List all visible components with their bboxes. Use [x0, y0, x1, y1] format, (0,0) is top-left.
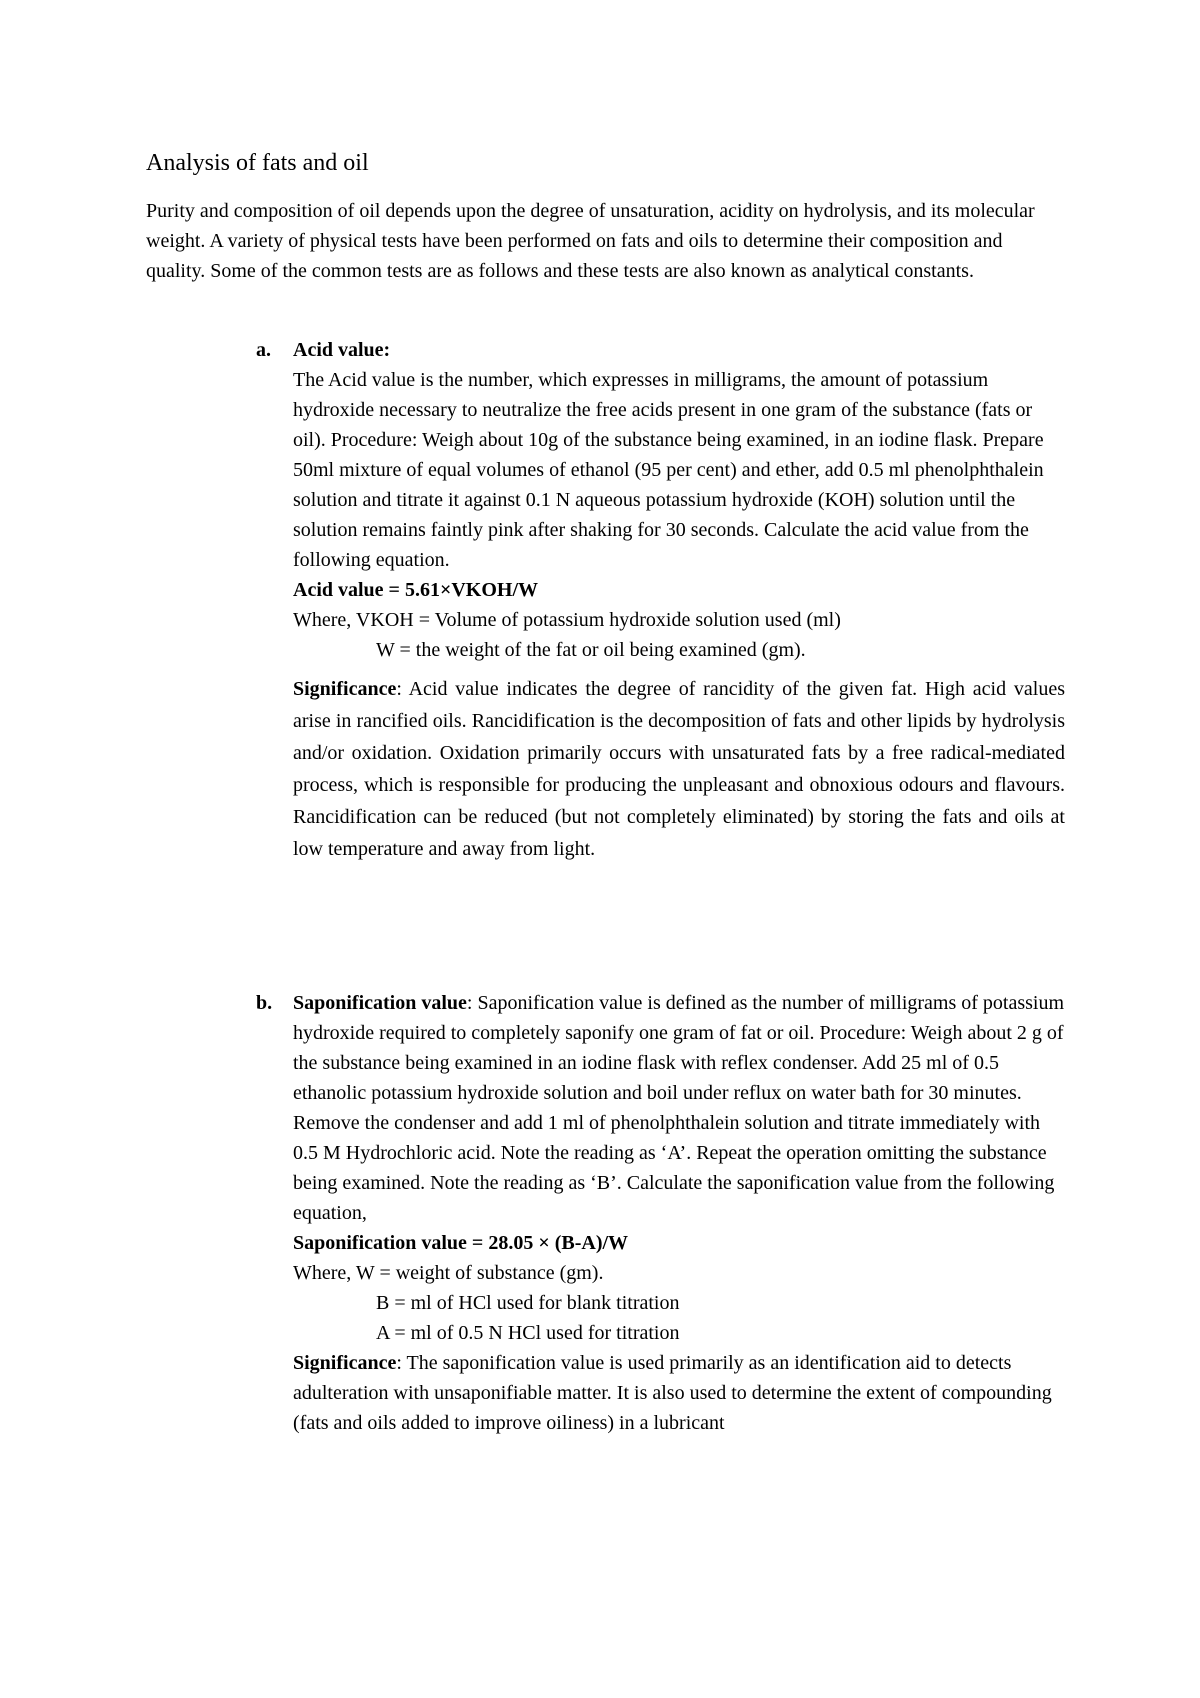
saponification-where-3: A = ml of 0.5 N HCl used for titration	[376, 1322, 680, 1344]
intro-paragraph: Purity and composition of oil depends upon the degree of unsaturation, acidity on hydrolysis, and its molecular weight. A variety of physical tests have been performed on fats and oils to determine their composition and quality. Some of the common tests are as follows and these tests are also known as analytical constants.	[146, 200, 1035, 282]
saponification-value-significance	[293, 1348, 1065, 1438]
acid-significance-text: : Acid value indicates the degree of rancidity of the given fat. High acid values arise in rancified oils. Rancidification is the decomposition of fats and other lipids by hydrolysis and/or oxidation. Oxidation primarily occurs with unsaturated fats by a free radical-mediated process, which is responsible for producing the unpleasant and obnoxious odours and flavours. Rancidification can be reduced (but not completely eliminated) by storing the fats and oils at low temperature and away from light.	[293, 678, 1065, 860]
acid-value-heading: Acid value:	[293, 339, 391, 361]
sap-significance-label: Significance	[293, 1352, 397, 1374]
acid-value-where-2: W = the weight of the fat or oil being examined (gm).	[376, 639, 806, 661]
saponification-value-section	[293, 988, 1065, 1438]
saponification-description-text: : Saponification value is defined as the number of milligrams of potassium hydroxide required to completely saponify one gram of fat or oil. Procedure: Weigh about 2 g of the substance being examined in an iodine flask with reflex condenser. Add 25 ml of 0.5 ethanolic potassium hydroxide solution and boil under reflux on water bath for 30 minutes. Remove the condenser and add 1 ml of phenolphthalein solution and titrate immediately with 0.5 M Hydrochloric acid. Note the reading as ‘A’. Repeat the operation omitting the substance being examined. Note the reading as ‘B’. Calculate the saponification value from the following equation,	[293, 992, 1065, 1224]
acid-value-description: The Acid value is the number, which expresses in milligrams, the amount of potassium hydroxide necessary to neutralize the free acids present in one gram of the substance (fats or oil). Procedure: Weigh about 10g of the substance being examined, in an iodine flask. Prepare 50ml mixture of equal volumes of ethanol (95 per cent) and ether, add 0.5 ml phenolphthalein solution and titrate it against 0.1 N aqueous potassium hydroxide (KOH) solution until the solution remains faintly pink after shaking for 30 seconds. Calculate the acid value from the following equation.	[293, 369, 1044, 571]
sap-significance-text: : The saponification value is used primarily as an identification aid to detects adulteration with unsaponifiable matter. It is also used to determine the extent of compounding (fats and oils added to improve oiliness) in a lubricant	[293, 1352, 1052, 1434]
acid-significance-label: Significance	[293, 678, 397, 700]
saponification-value-heading: Saponification value	[293, 992, 467, 1014]
document-title: Analysis of fats and oil	[146, 150, 369, 176]
acid-value-section	[293, 335, 1065, 865]
saponification-where-1: Where, W = weight of substance (gm).	[293, 1262, 604, 1284]
saponification-where-2: B = ml of HCl used for blank titration	[376, 1292, 680, 1314]
acid-value-where-1: Where, VKOH = Volume of potassium hydroxide solution used (ml)	[293, 609, 841, 631]
saponification-value-description	[293, 988, 1065, 1228]
saponification-value-equation: Saponification value = 28.05 × (B-A)/W	[293, 1232, 629, 1254]
acid-value-equation: Acid value = 5.61×VKOH/W	[293, 579, 539, 601]
acid-value-marker: a.	[256, 339, 271, 361]
saponification-value-marker: b.	[256, 992, 273, 1014]
acid-value-significance	[293, 673, 1065, 865]
